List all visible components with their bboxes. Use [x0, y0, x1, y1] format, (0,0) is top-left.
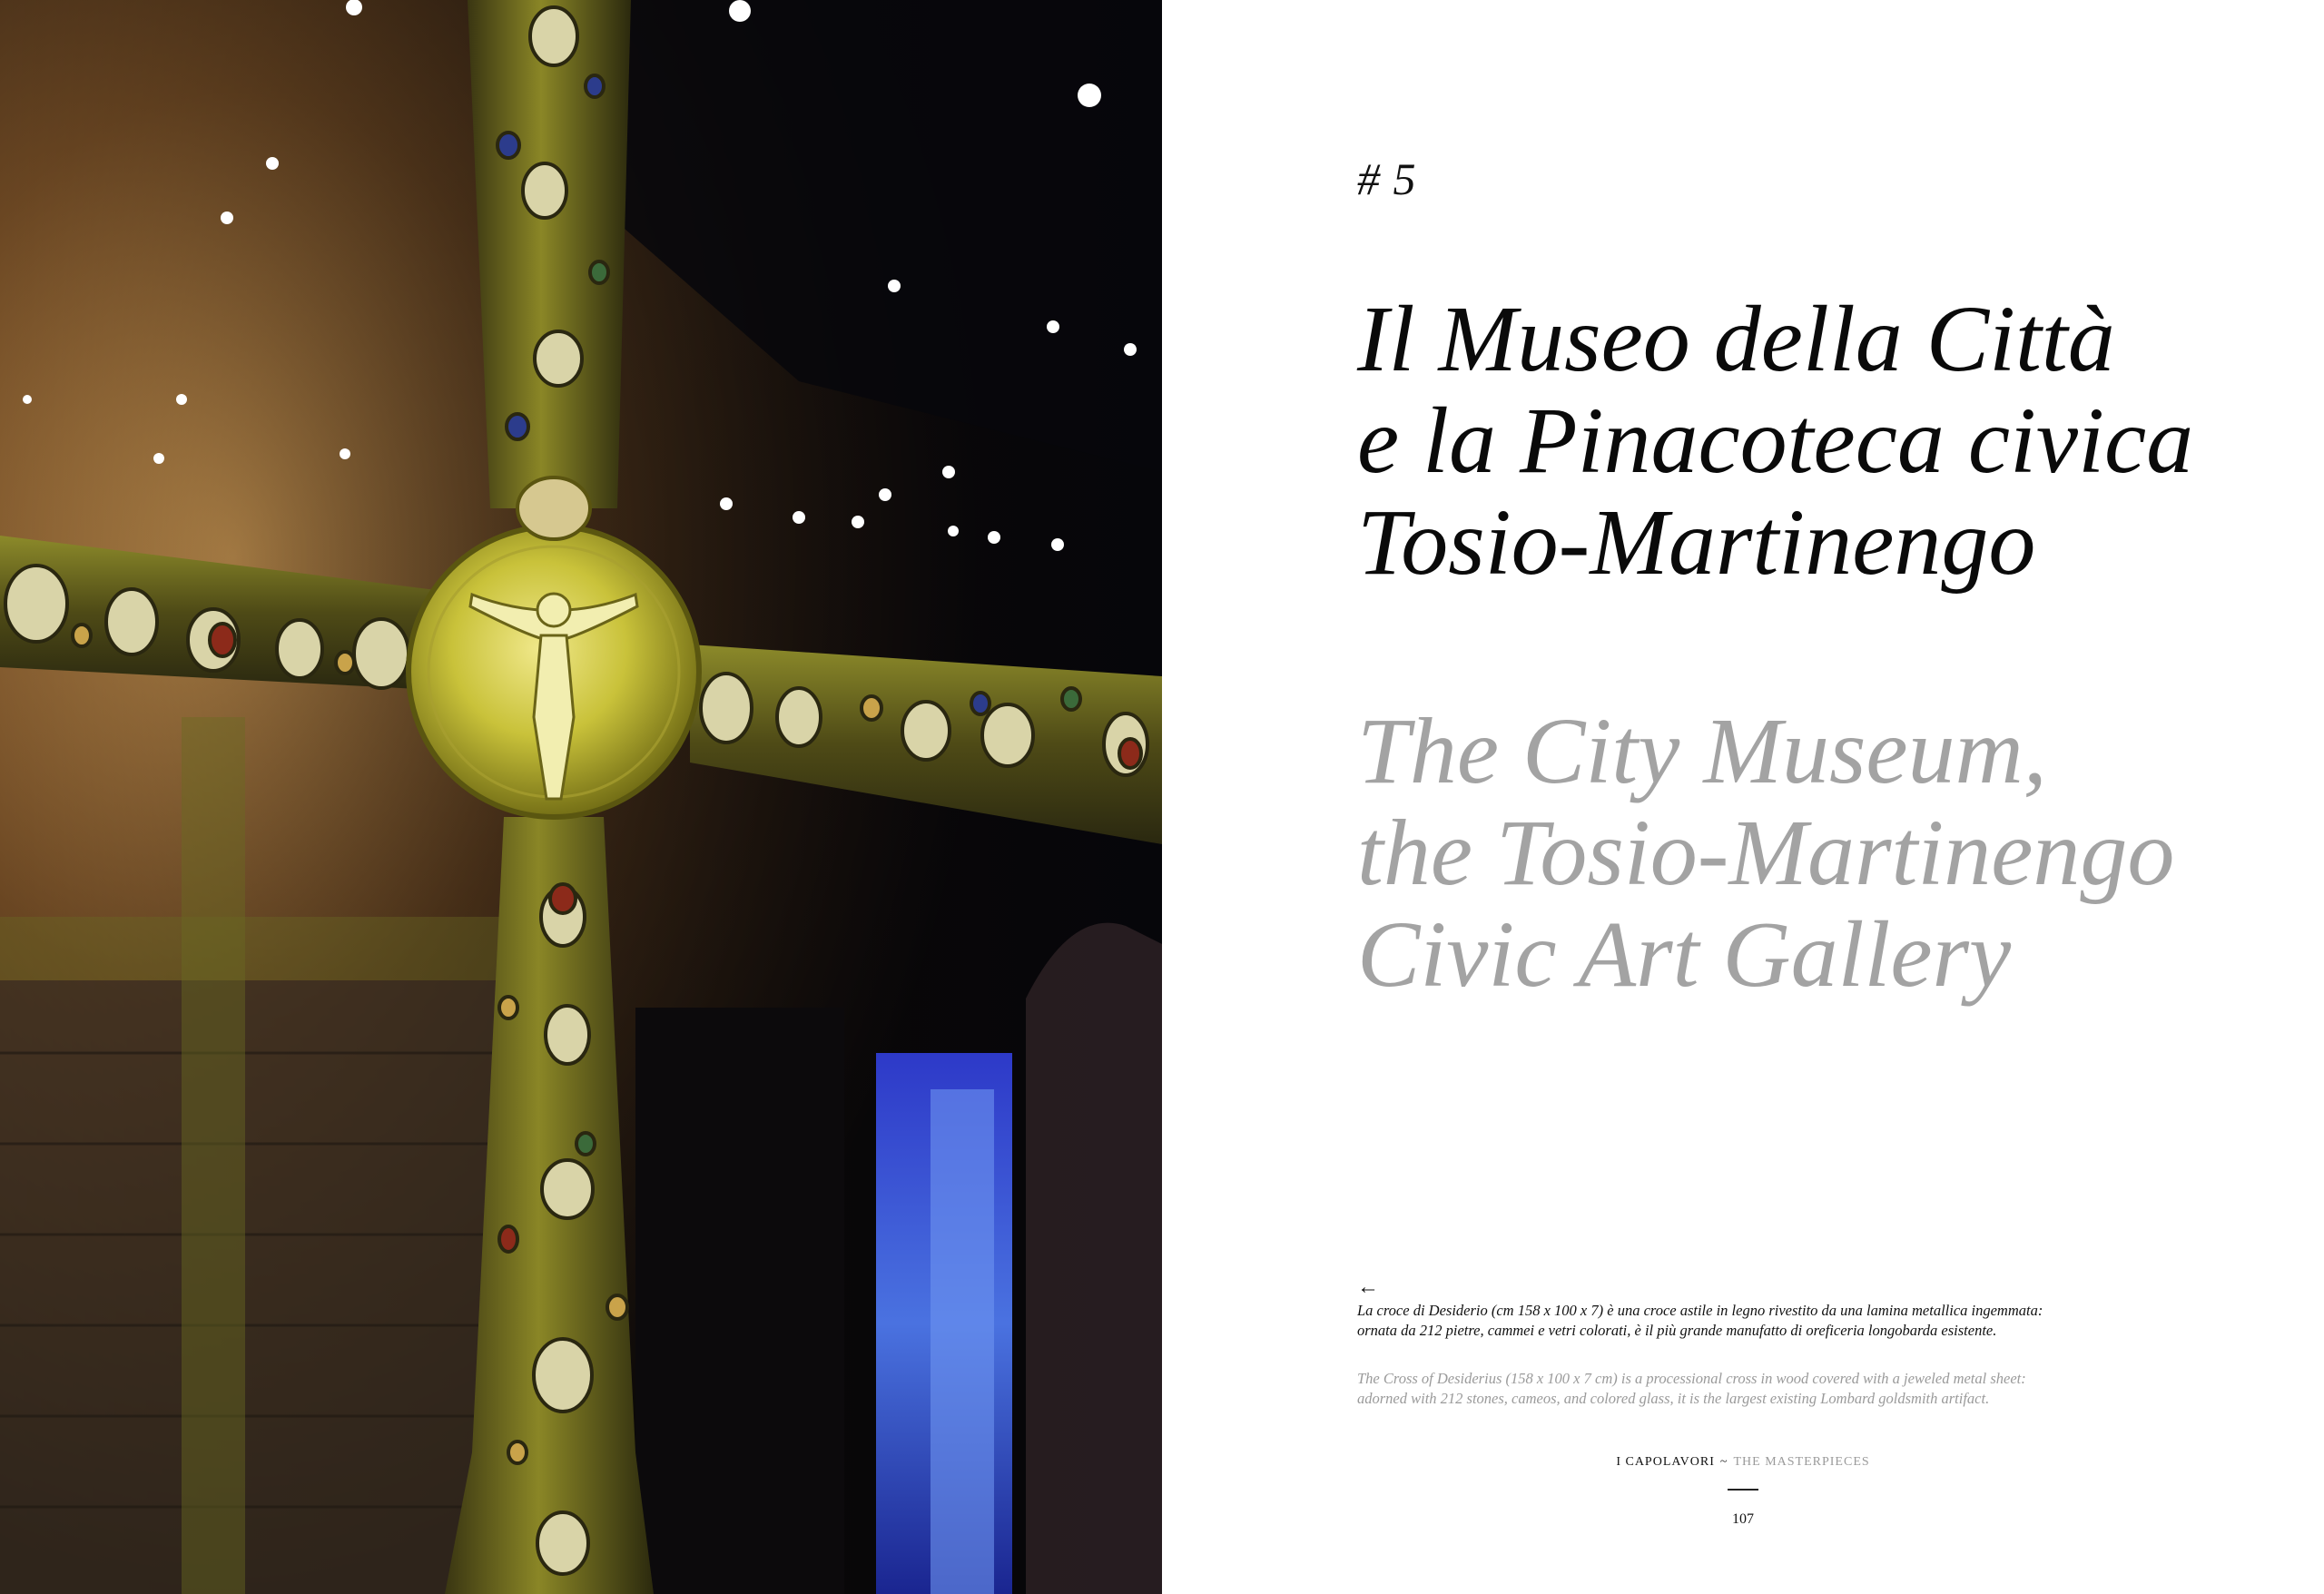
title-english-line: Civic Art Gallery [1357, 902, 2012, 1007]
title-english [1357, 701, 2292, 1006]
title-italian [1357, 289, 2265, 594]
text-page [1162, 0, 2324, 1594]
caption-english-line: adorned with 212 stones, cameos, and colored glass, it is the largest existing Lombard goldsmith artifact. [1357, 1390, 1990, 1407]
title-italian-line: Tosio-Martinengo [1357, 490, 2036, 595]
caption-italian-line: La croce di Desiderio (cm 158 x 100 x 7) è una croce astile in legno rivestito da una lamina metallica ingemmata: [1357, 1302, 2043, 1319]
caption-italian [1357, 1301, 2156, 1341]
section-number: # 5 [1357, 153, 1417, 204]
footer-section-italian: I CAPOLAVORI [1616, 1455, 1715, 1469]
caption-english [1357, 1369, 2156, 1409]
title-italian-line: e la Pinacoteca civica [1357, 389, 2194, 493]
page-number: 107 [1732, 1511, 1754, 1527]
title-italian-line: Il Museo della Città [1357, 287, 2115, 391]
footer-rule [1728, 1489, 1758, 1491]
running-footer [1162, 1455, 2324, 1470]
title-english-line: the Tosio-Martinengo [1357, 801, 2175, 905]
caption-english-line: The Cross of Desiderius (158 x 100 x 7 cm) is a processional cross in wood covered with a jeweled metal sheet: [1357, 1370, 2026, 1387]
caption-italian-line: ornata da 212 pietre, cammei e vetri colorati, è il più grande manufatto di oreficeria longobarda esistente. [1357, 1322, 1997, 1339]
footer-separator: ~ [1719, 1455, 1728, 1469]
footer-section-english: THE MASTERPIECES [1733, 1455, 1870, 1469]
left-arrow-icon: ← [1357, 1275, 1379, 1299]
title-english-line: The City Museum, [1357, 699, 2047, 803]
